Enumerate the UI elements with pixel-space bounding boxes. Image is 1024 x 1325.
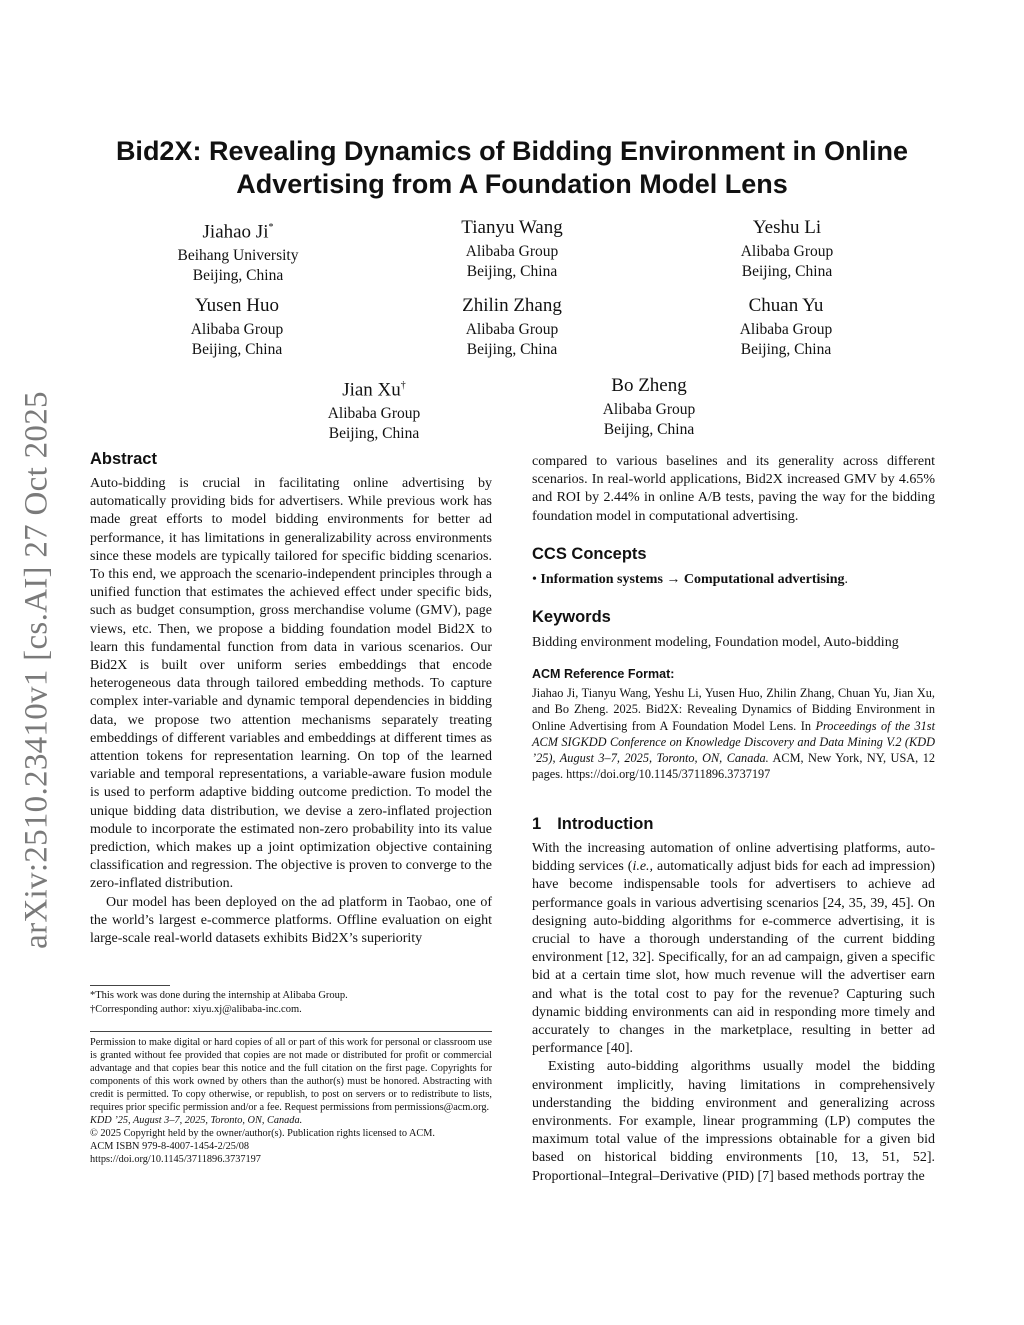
acm-reference-text — [532, 685, 935, 783]
intro-paragraph-1 — [532, 840, 935, 1058]
abstract-paragraph-1: Auto-bidding is crucial in facilitating online advertising by automatically providing bids for advertisers. While previous work has made great efforts to model bidding environments for better ad performance, it has limitations in generalizability across environments since these models are typically tailored for specific bidding scenarios. To this end, we approach the scenario-independent principles through a unified function that estimates the achieved effect under specific bids, such as budget consumption, gross merchandise volume (GMV), page views, etc. Then, we propose a bidding foundation model Bid2X to learn this fundamental function from data in various scenarios. Our Bid2X is built over uniform series embeddings that encode heterogeneous data through tailored embedding methods. To capture complex inter-variable and dynamic temporal dependencies in bidding data, we propose two attention mechanisms separately treating embeddings of different variables and embeddings at different times as attention tokens for representation learning. On top of the learned variable and temporal representations, a variable-aware fusion module is used to perform adaptive bidding outcome prediction. To model the unique bidding data distribution, we devise a zero-inflated projection module to incorporate the estimated non-zero probability into its value prediction, which makes up a joint optimization objective containing classification and regression. The objective is proven to converge to the zero-inflated distribution. — [90, 476, 492, 892]
acm-isbn: ACM ISBN 979-8-4007-1454-2/25/08 — [90, 1141, 250, 1152]
author-name: Jiahao Ji — [202, 221, 269, 243]
intro-p1-ie: i.e., — [632, 859, 654, 875]
author-name: Yusen Huo — [195, 295, 279, 316]
footnotes — [90, 989, 492, 1016]
author-location: Beijing, China — [191, 341, 283, 358]
ccs-period: . — [844, 572, 849, 587]
permission-text: Permission to make digital or hard copies of all or part of this work for personal or classroom use is granted without fee provided that copies are not made or distributed for profit or commercial advantage and that copies bear this notice and the full citation on the first page. Copyrights for components of this work owned by others than the author(s) must be honored. Abstracting with credit is permitted. To copy otherwise, or republish, to post on servers or to redistribute to lists, requires prior specific permission and/or a fee. Request permissions from permissions@acm.org. — [90, 1037, 492, 1113]
author-affiliation: Alibaba Group — [740, 243, 834, 260]
author-affiliation: Alibaba Group — [465, 321, 559, 338]
paper-title — [60, 135, 964, 201]
conference-venue: KDD ’25, August 3–7, 2025, Toronto, ON, Canada. — [90, 1115, 303, 1126]
abstract-body — [90, 475, 492, 948]
author-name: Bo Zheng — [611, 375, 687, 396]
author-block — [107, 294, 367, 360]
author-block — [382, 216, 642, 282]
author-affiliation: Alibaba Group — [602, 401, 696, 418]
acm-reference-tail: ACM, New York, NY, USA, 12 pages. https://doi.org/10.1145/3711896.3737197 — [532, 751, 935, 782]
acm-reference-authors: Jiahao Ji, Tianyu Wang, Yeshu Li, Yusen Huo, Zhilin Zhang, Chuan Yu, Jian Xu, and Bo Zheng. 2025. Bid2X: Revealing Dynamics of Bidding Environment in Online Advertising from A Foundation Model Lens. In — [532, 686, 935, 733]
author-affiliation: Alibaba Group — [190, 321, 284, 338]
keywords-text: Bidding environment modeling, Foundation model, Auto-bidding — [532, 635, 899, 650]
section-title: Introduction — [557, 815, 654, 833]
author-block — [519, 374, 779, 440]
author-block — [382, 294, 642, 360]
ccs-heading: CCS Concepts — [532, 545, 647, 563]
author-affiliation: Alibaba Group — [739, 321, 833, 338]
introduction-body — [532, 840, 935, 1186]
arxiv-identifier-text: arXiv:2510.23410v1 [cs.AI] 27 Oct 2025 — [18, 391, 55, 949]
footnote-internship: *This work was done during the internship at Alibaba Group. — [90, 990, 348, 1001]
ccs-item: Information systems → Computational advertising — [540, 572, 845, 587]
acm-reference-proceedings: Proceedings of the 31st ACM SIGKDD Conference on Knowledge Discovery and Data Mining V.2 (KDD ’25), August 3–7, 2025, Toronto, ON, Canada. — [532, 718, 936, 766]
author-name: Yeshu Li — [752, 217, 822, 238]
author-name: Chuan Yu — [748, 295, 824, 316]
author-affiliation: Alibaba Group — [327, 405, 421, 423]
copyright-notice: © 2025 Copyright held by the owner/author(s). Publication rights licensed to ACM. — [90, 1128, 436, 1139]
ccs-concepts — [532, 571, 935, 589]
abstract-continued — [532, 453, 935, 526]
author-location: Beijing, China — [741, 263, 833, 280]
author-footnote-mark: * — [268, 222, 274, 233]
author-name: Jian Xu — [342, 379, 401, 401]
author-location: Beijing, China — [328, 425, 420, 443]
section-number: 1 — [532, 815, 542, 833]
ccs-bullet: • — [532, 572, 537, 587]
intro-p1-part-a: With the increasing automation of online advertising platforms, auto-bidding services ( — [532, 841, 935, 875]
author-location: Beijing, China — [740, 341, 832, 358]
arxiv-identifier-stamp — [12, 380, 62, 960]
doi-link[interactable]: https://doi.org/10.1145/3711896.3737197 — [90, 1154, 261, 1165]
abstract-paragraph-2-continued: compared to various baselines and its generality across different scenarios. In real-world applications, Bid2X increased GMV by 4.65% and ROI by 2.44% in online A/B tests, paving the way for the bidding foundation model in computational advertising. — [532, 454, 935, 524]
author-location: Beijing, China — [466, 341, 558, 358]
abstract-paragraph-2: Our model has been deployed on the ad platform in Taobao, one of the world’s largest e-commerce platforms. Offline evaluation on eight large-scale real-world datasets exhibits Bid2X’s superiority — [90, 894, 492, 947]
author-name: Tianyu Wang — [461, 217, 563, 238]
author-block — [657, 216, 917, 282]
author-block — [656, 294, 916, 360]
abstract-heading: Abstract — [90, 450, 157, 468]
author-name: Zhilin Zhang — [462, 295, 562, 316]
acm-reference-heading: ACM Reference Format: — [532, 667, 675, 681]
author-location: Beijing, China — [192, 267, 284, 285]
permission-divider — [90, 1031, 492, 1032]
author-location: Beijing, China — [603, 421, 695, 438]
introduction-heading — [532, 815, 653, 834]
footnote-divider — [90, 985, 170, 986]
intro-paragraph-2: Existing auto-bidding algorithms usually model the bidding environment implicitly, having limitations in comprehensively understanding the bidding environment and generalizing across environments. For example, linear programming (LP) computes the maximum total value of the impressions obtainable for a given bid based on historical bidding environments [10, 13, 51, 52]. Proportional–Integral–Derivative (PID) [7] based methods portray the — [532, 1059, 935, 1184]
footnote-corresponding-author: †Corresponding author: xiyu.xj@alibaba-inc.com. — [90, 1003, 302, 1015]
keywords-heading: Keywords — [532, 608, 611, 626]
title-line-1: Bid2X: Revealing Dynamics of Bidding Environment in Online — [115, 136, 909, 166]
author-block — [244, 374, 504, 444]
author-footnote-mark: † — [400, 380, 406, 391]
permission-block — [90, 1036, 492, 1166]
author-location: Beijing, China — [466, 263, 558, 280]
author-affiliation: Alibaba Group — [465, 243, 559, 260]
intro-p1-part-b: automatically adjust bids for each ad impression) have become indispensable tools for advertisers to achieve ad performance goals in various advertising scenarios [24, 35, 39, 45]. On designing auto-bidding algorithms for e-commerce advertising, it is crucial to have a thorough understanding of the current bidding environment [12, 32]. Specifically, for an ad campaign, given a specific bid at a certain time slot, how much revenue will the advertiser earn and what is the total cost to pay for the revenue? Capturing such dynamic bidding environments can aid in responding more timely and accurately to changes in the marketplace, resulting in better ad performance [40]. — [532, 859, 936, 1057]
author-affiliation: Beihang University — [177, 247, 299, 265]
author-block — [108, 216, 368, 286]
title-line-2: Advertising from A Foundation Model Lens — [236, 169, 788, 199]
